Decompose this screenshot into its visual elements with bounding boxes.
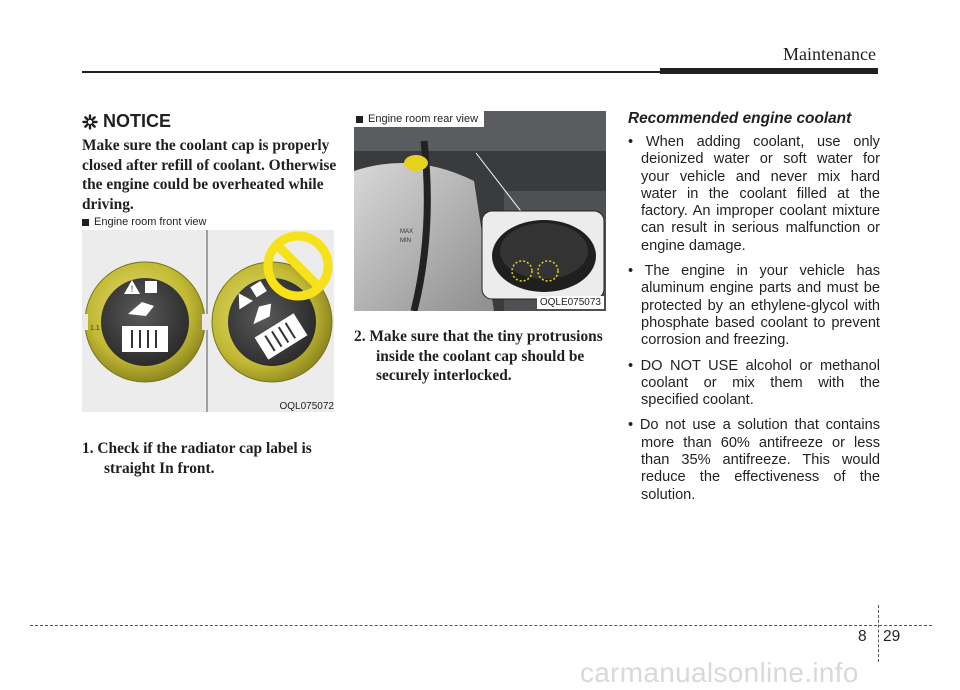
figure-code: OQL075072	[279, 401, 334, 412]
cap-marking: 1.1	[90, 325, 100, 332]
square-bullet-icon	[82, 219, 89, 226]
chapter-number: 8	[858, 628, 867, 645]
section-title: Maintenance	[783, 44, 876, 64]
figure-caption-text: Engine room front view	[94, 216, 207, 228]
bullet-item: • The engine in your vehicle has aluminum engine parts and must be protected by an ethylene-glycol with phosphate based coolant to prevent corrosion and freezing.	[628, 263, 881, 349]
step-2-text: 2. Make sure that the tiny protrusions inside the coolant cap should be securely interlocked.	[354, 328, 603, 384]
section-heading: Recommended engine coolant	[628, 110, 852, 127]
tank-max-label: MAX	[400, 229, 414, 235]
page-number: 29	[883, 628, 901, 645]
header-rule	[82, 71, 660, 73]
footer-rule	[30, 625, 932, 626]
figure-front-view	[82, 216, 334, 414]
asterisk-icon	[82, 114, 98, 130]
recommended-coolant-section	[628, 110, 880, 512]
watermark: carmanualsonline.info	[580, 657, 859, 688]
square-bullet-icon	[356, 116, 363, 123]
footer-separator	[878, 605, 879, 662]
bullet-item: • Do not use a solution that contains more than 60% antifreeze or less than 35% antifreeze. This would reduce the effectiveness of the solution.	[628, 417, 880, 503]
tank-min-label: MIN	[400, 238, 411, 244]
figure-rear-view	[354, 111, 606, 311]
notice-body: Make sure the coolant cap is properly closed after refill of coolant. Otherwise the engine could be overheated while driving.	[82, 137, 337, 213]
coolant-reservoir-photo	[354, 111, 606, 311]
figure-code: OQLE075073	[537, 296, 604, 309]
svg-text:!: !	[130, 284, 134, 294]
notice-title: NOTICE	[103, 111, 172, 131]
figure-caption	[354, 111, 484, 127]
figure-caption	[82, 216, 207, 228]
bullet-item: • DO NOT USE alcohol or methanol coolant or mix them with the specified coolant.	[628, 357, 880, 409]
bullet-item: • When adding coolant, use only deionized water or soft water for your vehicle and never mix hard water in the coolant filled at the factory. An improper coolant mixture can result in serious malfunction or engine damage.	[628, 134, 880, 254]
notice-heading	[82, 111, 340, 132]
step-1-text: 1. Check if the radiator cap label is straight In front.	[82, 440, 312, 477]
radiator-cap-illustration	[82, 230, 334, 412]
notice-box	[82, 111, 340, 214]
header-rule-thick	[660, 68, 878, 74]
figure-caption-text: Engine room rear view	[368, 113, 479, 125]
